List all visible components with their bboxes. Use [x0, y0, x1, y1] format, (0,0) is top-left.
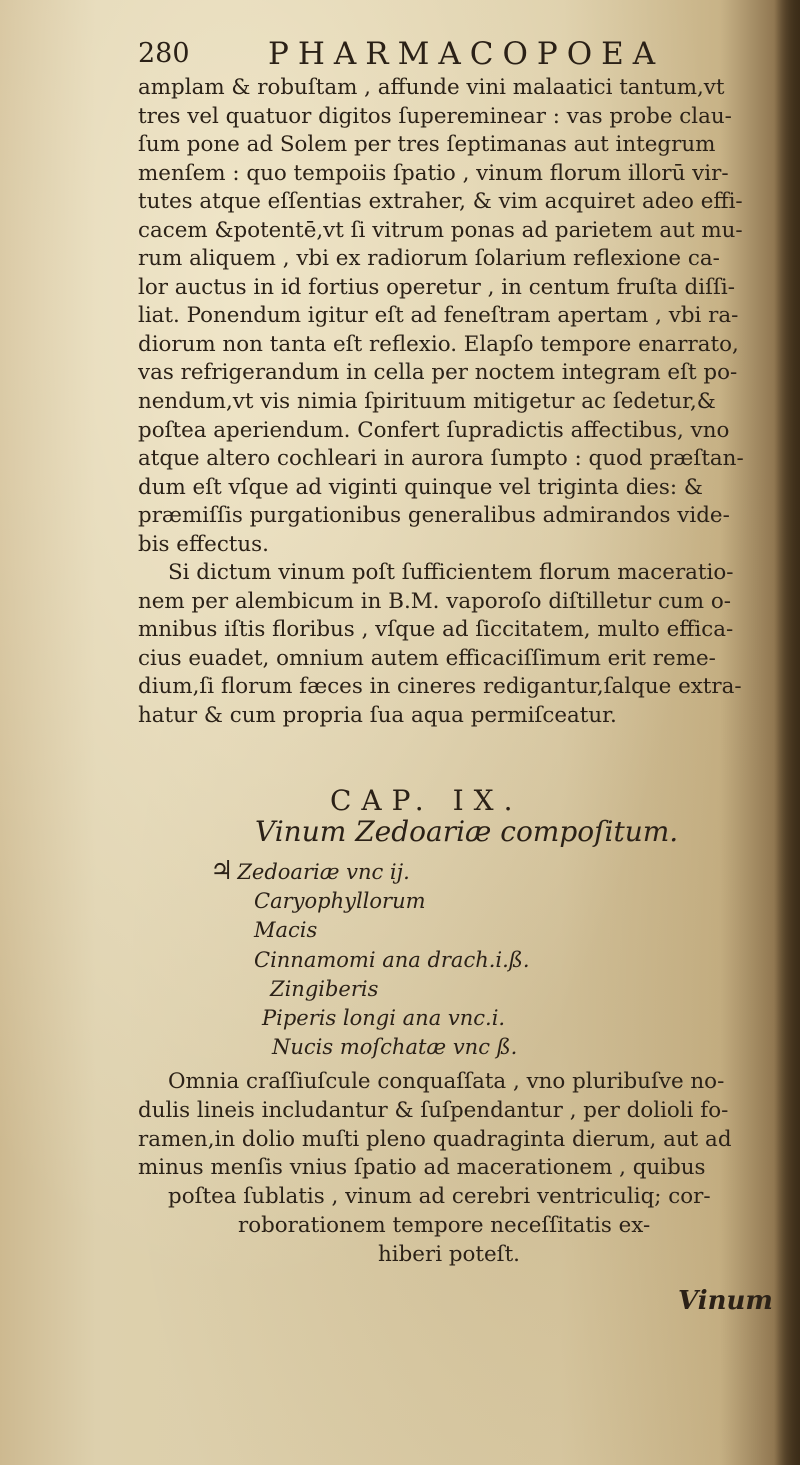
text-line: nendum,vt vis nimia ſpirituum mitigetur ac ſedetur,& [138, 389, 716, 415]
text-line: Omnia craſſiuſcule conquaſſata , vno pluribuſve no- [168, 1069, 725, 1094]
page-number: 280 [138, 38, 190, 69]
text-line: cacem &potentē,vt ſi vitrum ponas ad parietem aut mu- [138, 217, 743, 243]
text-line: rum aliquem , vbi ex radiorum ſolarium reflexione ca- [138, 246, 720, 272]
text-line: lor auctus in id fortius operetur , in centum fruſta diſſi- [138, 274, 735, 300]
text-line: ramen,in dolio muſti pleno quadraginta dierum, aut ad [138, 1126, 732, 1152]
catchword: Vinum [678, 1286, 773, 1316]
ingredient-item [210, 857, 530, 887]
text-line: cius euadet, omnium autem efficaciſſimum erit reme- [138, 645, 716, 671]
text-line: minus menſis vnius ſpatio ad macerationem , quibus [138, 1155, 706, 1181]
text-line: tutes atque eſſentias extraher, & vim acquiret adeo effi- [138, 189, 743, 215]
text-line: ſum pone ad Solem per tres ſeptimanas aut integrum [138, 132, 716, 158]
text-line: atque altero cochleari in aurora ſumpto : quod præſtan- [138, 446, 744, 472]
text-line: dulis lineis includantur & ſuſpendantur , per dolioli fo- [138, 1097, 729, 1123]
paragraph-1 [138, 74, 778, 731]
text-line: diorum non tanta eſt reflexio. Elapſo tempore enarrato, [138, 331, 739, 357]
ingredient-list [210, 857, 530, 1062]
page-header [138, 36, 738, 76]
ingredient-item: Cinnamomi ana drach.i.ß. [254, 947, 530, 972]
ingredient-item: Macis [254, 918, 318, 943]
ingredient-item: Zingiberis [270, 976, 379, 1001]
text-line: poſtea ſublatis , vinum ad cerebri ventriculiq; cor- [168, 1184, 711, 1210]
text-line: menſem : quo tempoiis ſpatio , vinum florum illorū vir- [138, 160, 729, 186]
text-line: Si dictum vinum poſt ſufficientem florum maceratio- [168, 560, 734, 586]
text-line: hatur & cum propria ſua aqua permiſceatur. [138, 703, 617, 729]
recipe-symbol-icon: ♃ [210, 856, 234, 886]
chapter-heading: CAP. IX. [330, 784, 523, 817]
text-line: dum eſt vſque ad viginti quinque vel triginta dies: & [138, 474, 703, 500]
text-line: liat. Ponendum igitur eſt ad feneſtram apertam , vbi ra- [138, 303, 739, 329]
text-line: amplam & robuſtam , affunde vini malaatici tantum,vt [138, 75, 725, 100]
text-line: mnibus iſtis floribus , vſque ad ſiccitatem, multo effica- [138, 617, 734, 643]
text-line: vas refrigerandum in cella per noctem integram eſt po- [138, 360, 738, 386]
text-line: roborationem tempore neceſſitatis ex- [238, 1212, 651, 1238]
text-line: tres vel quatuor digitos ſupereminear : vas probe clau- [138, 103, 732, 129]
text-line: hiberi poteſt. [378, 1241, 520, 1267]
text-line: poſtea aperiendum. Confert ſupradictis affectibus, vno [138, 417, 730, 443]
ingredient-text: Zedoariæ vnc ij. [237, 860, 410, 884]
text-line: nem per alembicum in B.M. vaporoſo diſtilletur cum o- [138, 588, 731, 614]
recipe-title: Vinum Zedoariæ compoſitum. [255, 815, 679, 848]
ingredient-item: Piperis longi ana vnc.i. [262, 1006, 506, 1031]
text-line: præmiſſis purgationibus generalibus admirandos vide- [138, 503, 730, 529]
text-line: dium,ſi florum fæces in cineres redigantur,ſalque extra- [138, 674, 742, 700]
paragraph-3 [138, 1068, 783, 1270]
running-title: PHARMACOPOEA [268, 36, 665, 72]
ingredient-item: Caryophyllorum [254, 889, 426, 914]
text-line: bis effectus. [138, 531, 269, 557]
ingredient-item: Nucis moſchatæ vnc ß. [272, 1035, 518, 1060]
